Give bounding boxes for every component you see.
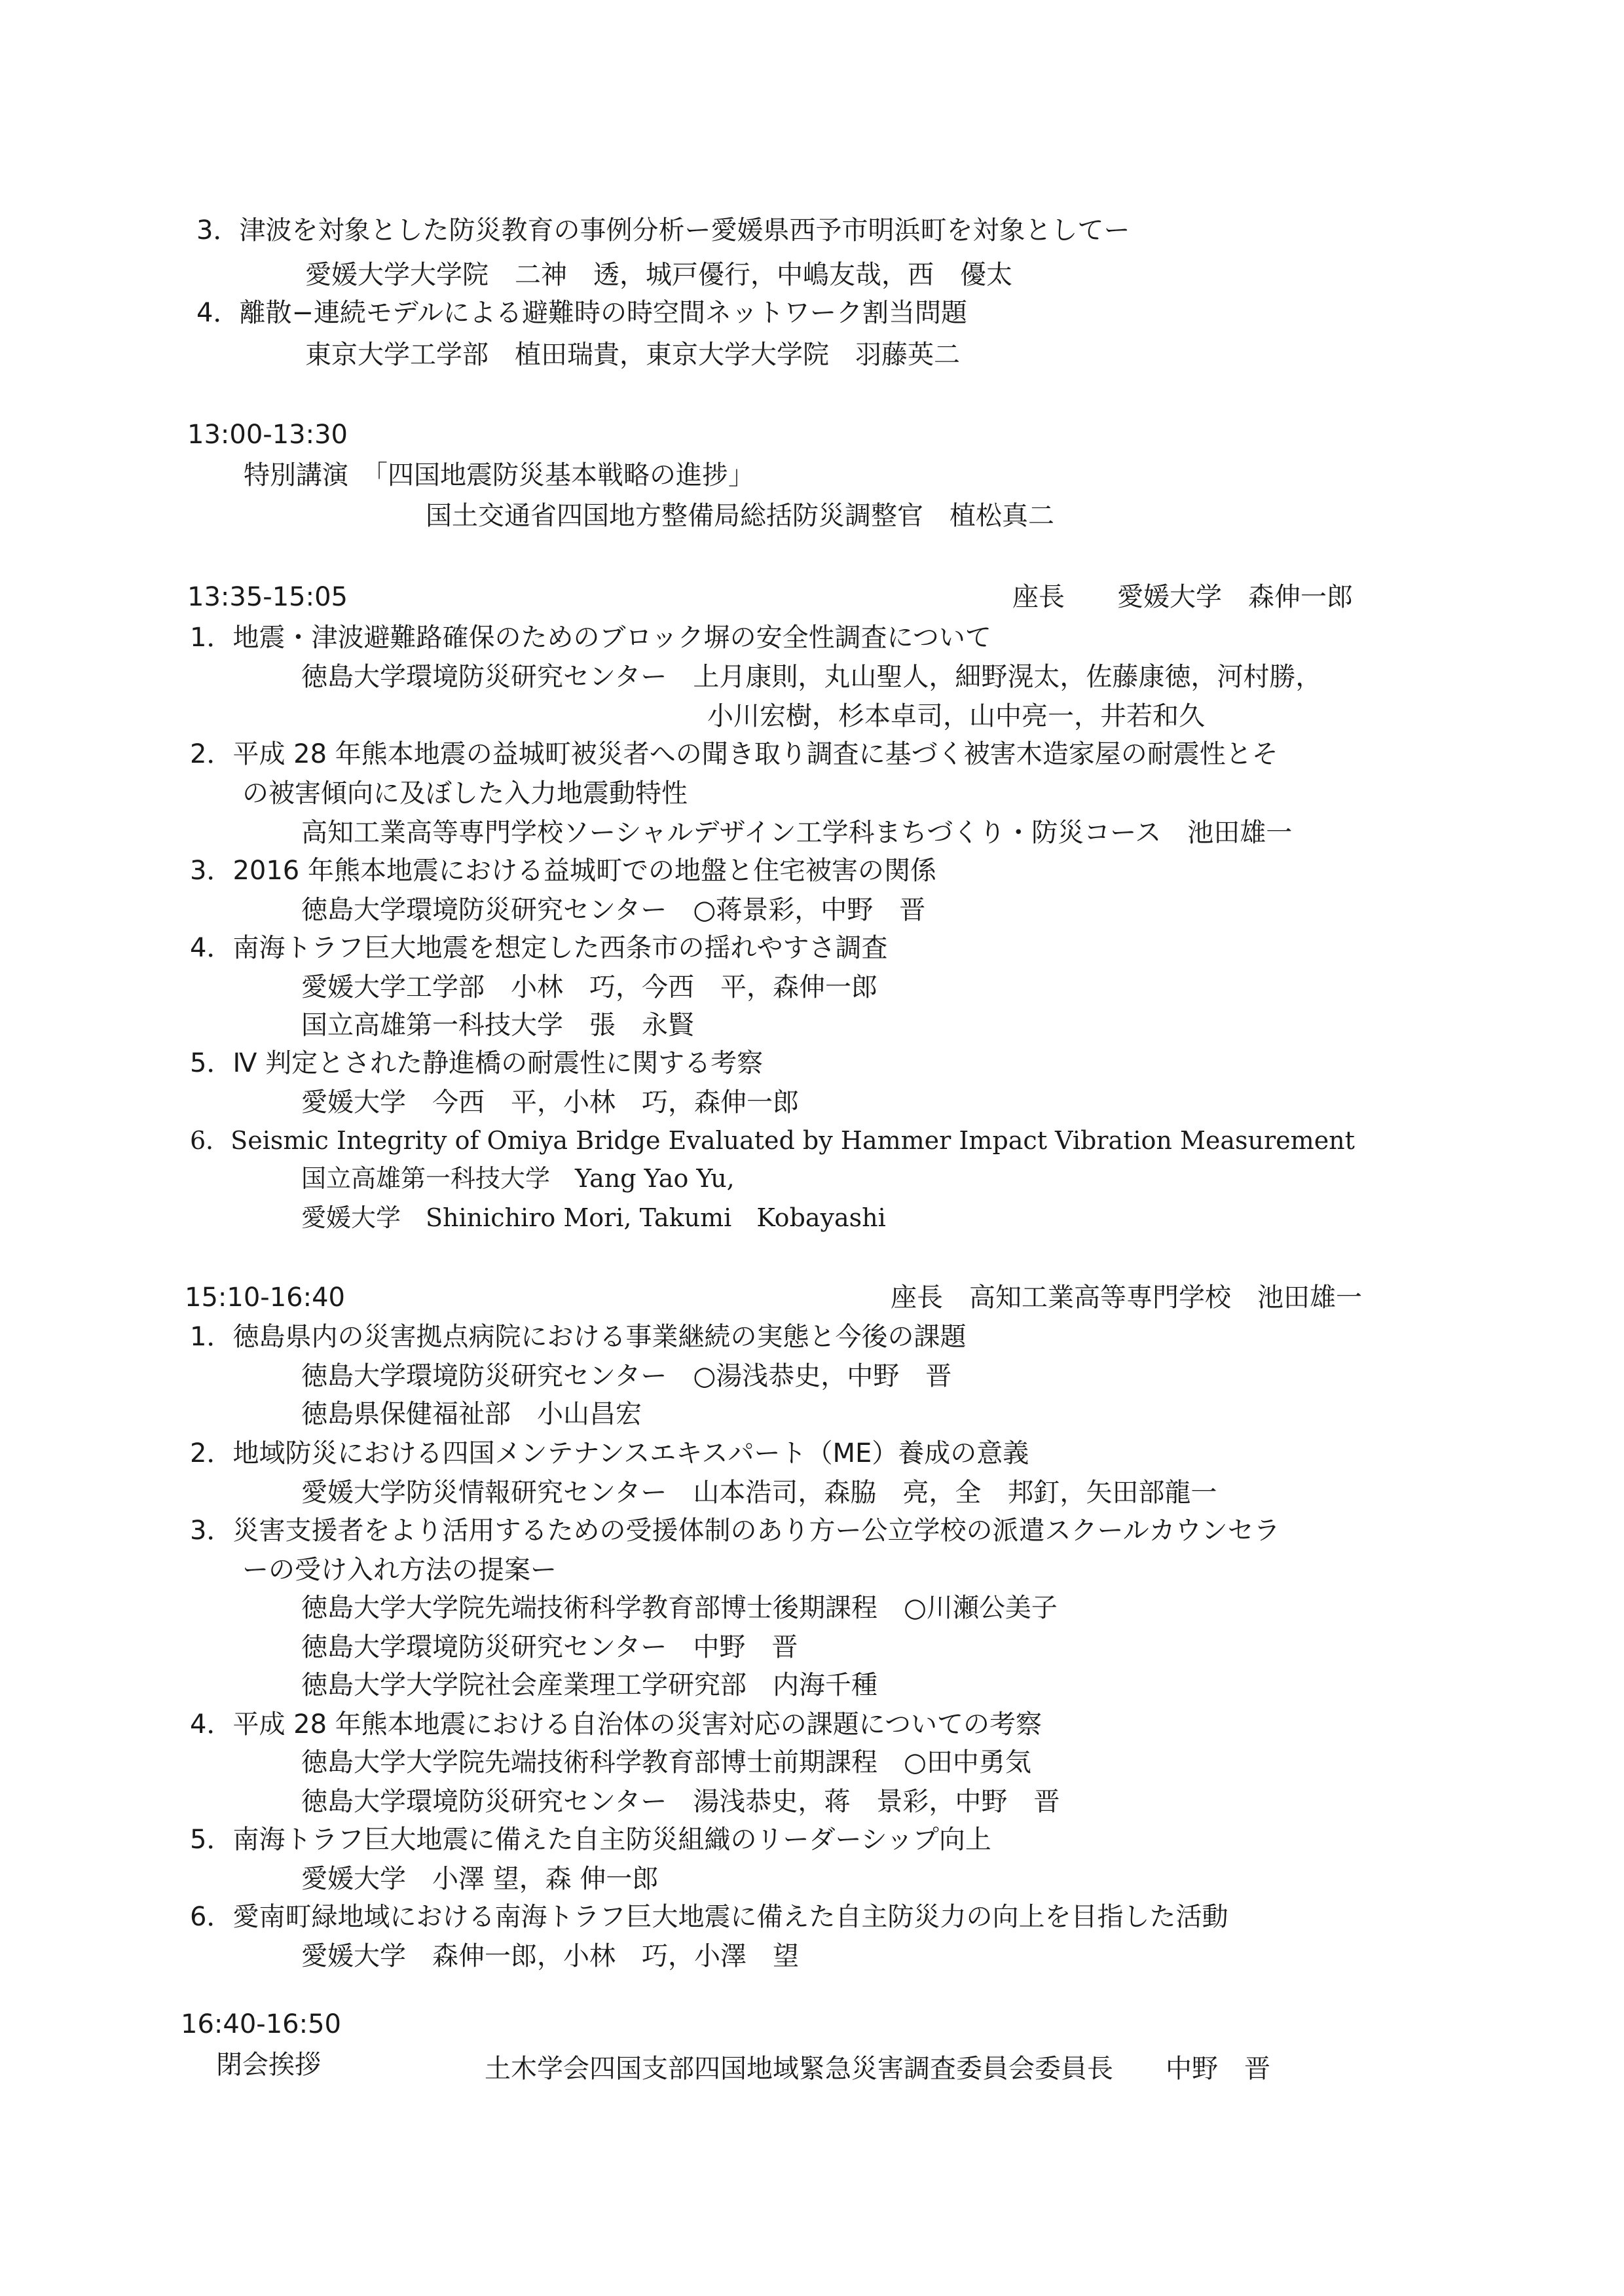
entry-title: ーの受け入れ方法の提案ー bbox=[242, 1555, 557, 1585]
entry-authors: 愛媛大学 今西 平，小林 巧，森伸一郎 bbox=[301, 1087, 799, 1118]
entry-title: 1．地震・津波避難路確保のためのブロック塀の安全性調査について bbox=[190, 623, 991, 653]
entry-authors: 国立高雄第一科技大学 張 永賢 bbox=[301, 1010, 694, 1040]
session-time: 16:40-16:50 bbox=[181, 2009, 341, 2039]
closing-speaker: 土木学会四国支部四国地域緊急災害調査委員会委員長 中野 晋 bbox=[485, 2054, 1270, 2084]
entry-authors: 徳島大学環境防災研究センター 中野 晋 bbox=[301, 1632, 798, 1662]
entry-authors: 愛媛大学 森伸一郎，小林 巧，小澤 望 bbox=[301, 1941, 799, 1971]
entry-authors: 愛媛大学 小澤 望，森 伸一郎 bbox=[301, 1864, 659, 1894]
entry-title: 3．災害支援者をより活用するための受援体制のあり方ー公立学校の派遣スクールカウンセラ bbox=[190, 1516, 1280, 1546]
entry-authors: 愛媛大学防災情報研究センター 山本浩司，森脇 亮，全 邦釘，矢田部龍一 bbox=[301, 1478, 1217, 1508]
lecture-title: 特別講演 「四国地震防災基本戦略の進捗」 bbox=[244, 460, 754, 490]
entry-authors: 徳島大学大学院先端技術科学教育部博士後期課程 ○川瀬公美子 bbox=[301, 1593, 1058, 1623]
entry-authors: 徳島県保健福祉部 小山昌宏 bbox=[301, 1399, 642, 1429]
entry-title: 6．Seismic Integrity of Omiya Bridge Evaluated by Hammer Impact Vibration Measurement bbox=[190, 1126, 1355, 1155]
entry-title: 5．南海トラフ巨大地震に備えた自主防災組織のリーダーシップ向上 bbox=[190, 1825, 991, 1855]
entry-title: 1．徳島県内の災害拠点病院における事業継続の実態と今後の課題 bbox=[190, 1322, 967, 1352]
entry-authors: 国立高雄第一科技大学 Yang Yao Yu, bbox=[301, 1164, 735, 1193]
entry-authors: 徳島大学大学院社会産業理工学研究部 内海千種 bbox=[301, 1670, 877, 1700]
entry-title: 2．地域防災における四国メンテナンスエキスパート（ME）養成の意義 bbox=[190, 1438, 1029, 1468]
entry-title: 2．平成 28 年熊本地震の益城町被災者への聞き取り調査に基づく被害木造家屋の耐震性とそ bbox=[190, 739, 1278, 769]
entry-authors: 徳島大学環境防災研究センター 湯浅恭史，蒋 景彩，中野 晋 bbox=[301, 1787, 1060, 1817]
entry-authors: 愛媛大学 Shinichiro Mori, Takumi Kobayashi bbox=[301, 1203, 886, 1232]
entry-authors: 東京大学工学部 植田瑞貴，東京大学大学院 羽藤英二 bbox=[305, 340, 960, 370]
entry-title: 3．2016 年熊本地震における益城町での地盤と住宅被害の関係 bbox=[190, 856, 936, 886]
session-time: 13:00-13:30 bbox=[187, 420, 348, 450]
entry-title: 4．平成 28 年熊本地震における自治体の災害対応の課題についての考察 bbox=[190, 1709, 1042, 1740]
entry-title: 4．離散−連続モデルによる避難時の時空間ネットワーク割当問題 bbox=[196, 298, 967, 328]
entry-authors: 小川宏樹，杉本卓司，山中亮一，井若和久 bbox=[707, 701, 1205, 731]
lecture-speaker: 国土交通省四国地方整備局総括防災調整官 植松真二 bbox=[426, 501, 1054, 531]
entry-title: 5．Ⅳ 判定とされた静進橋の耐震性に関する考察 bbox=[190, 1048, 764, 1078]
session-time: 15:10-16:40 bbox=[185, 1283, 345, 1313]
entry-title: 3．津波を対象とした防災教育の事例分析ー愛媛県西予市明浜町を対象としてー bbox=[196, 215, 1130, 246]
entry-authors: 愛媛大学工学部 小林 巧，今西 平，森伸一郎 bbox=[301, 972, 877, 1002]
entry-authors: 徳島大学大学院先端技術科学教育部博士前期課程 ○田中勇気 bbox=[301, 1747, 1031, 1777]
entry-authors: 徳島大学環境防災研究センター ○蒋景彩，中野 晋 bbox=[301, 895, 926, 925]
entry-authors: 高知工業高等専門学校ソーシャルデザイン工学科まちづくり・防災コース 池田雄一 bbox=[301, 818, 1293, 848]
session-chair: 座長 愛媛大学 森伸一郎 bbox=[1012, 582, 1353, 612]
closing-label: 閉会挨拶 bbox=[216, 2050, 321, 2080]
entry-title: の被害傾向に及ぼした入力地震動特性 bbox=[242, 778, 688, 809]
session-chair: 座長 高知工業高等専門学校 池田雄一 bbox=[891, 1283, 1362, 1313]
session-time: 13:35-15:05 bbox=[187, 582, 348, 612]
entry-authors: 愛媛大学大学院 二神 透，城戸優行，中嶋友哉，西 優太 bbox=[305, 260, 1012, 290]
entry-authors: 徳島大学環境防災研究センター 上月康則，丸山聖人，細野滉太，佐藤康徳，河村勝， bbox=[301, 662, 1322, 692]
entry-authors: 徳島大学環境防災研究センター ○湯浅恭史，中野 晋 bbox=[301, 1361, 952, 1391]
entry-title: 6．愛南町緑地域における南海トラフ巨大地震に備えた自主防災力の向上を目指した活動 bbox=[190, 1902, 1228, 1932]
entry-title: 4．南海トラフ巨大地震を想定した西条市の揺れやすさ調査 bbox=[190, 933, 888, 963]
